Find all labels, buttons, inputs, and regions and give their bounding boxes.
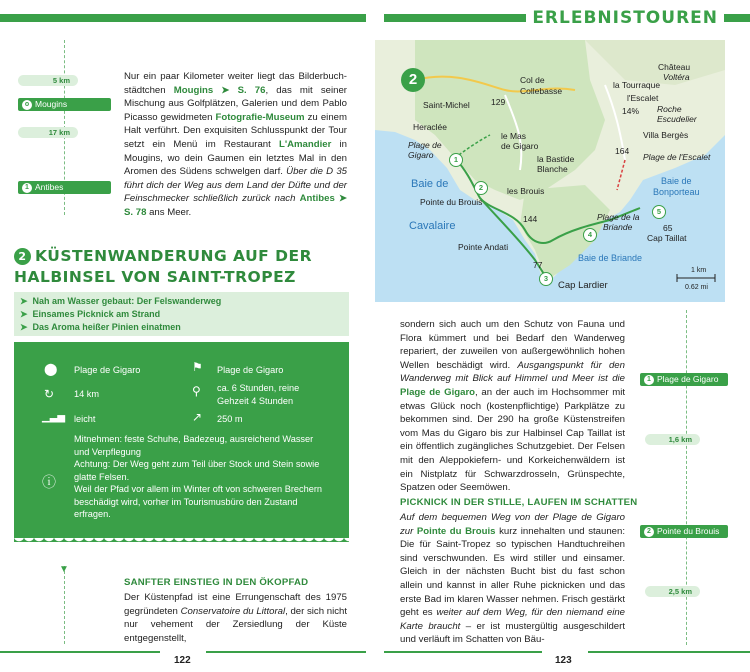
map-waypoint-marker: 2: [474, 181, 488, 195]
footer-line-right-2: [588, 651, 750, 653]
link-restaurant[interactable]: L'Amandier: [278, 138, 332, 150]
place-badge-antibes: [18, 181, 111, 194]
map-label: 144: [523, 214, 538, 224]
info-icon: ⓘ: [42, 474, 56, 490]
map-label: Baie de: [411, 178, 449, 190]
subsection-paragraph: Der Küstenpfad ist eine Errungenschaft des 1975 gegründeten Conservatoire du Littoral, der sich nicht nur vehement der Zersiedlung der Küste entgegenstellt,: [124, 592, 348, 644]
elevation-value: 250 m: [217, 414, 243, 424]
map-label: Roche: [657, 104, 682, 114]
arrow-icon: ➤: [20, 322, 28, 332]
scale-label: 0.62 mi: [685, 284, 708, 291]
place-badge-pointe-du-brouis: [640, 525, 728, 538]
end-value: Plage de Gigaro: [217, 365, 284, 375]
waypoint-icon: 1: [22, 183, 32, 193]
link-mougins[interactable]: Mougins ➤ S. 76: [173, 84, 266, 96]
highlights-box: [14, 292, 349, 336]
info-notes: [74, 433, 329, 521]
torn-edge: [14, 538, 349, 546]
map-label: de Gigaro: [501, 141, 539, 151]
map-big-marker: 2: [401, 68, 425, 92]
map-label: Bonporteau: [653, 187, 700, 197]
map-label: Pointe du Brouis: [420, 197, 483, 207]
map-waypoint-marker: 4: [583, 228, 597, 242]
difficulty-value: leicht: [74, 414, 96, 424]
place-label: Antibes: [35, 182, 64, 192]
section-header-title: ERLEBNISTOUREN: [526, 8, 724, 28]
map-label: Gigaro: [408, 150, 434, 160]
elevation-arrow-icon: ↗: [192, 410, 203, 424]
map-label: 77: [533, 260, 543, 270]
waypoint-icon: o: [22, 100, 32, 110]
map-label: le Mas: [501, 131, 527, 141]
link-museum[interactable]: Fotografie-Museum: [215, 111, 305, 123]
map-waypoint-marker: 3: [539, 272, 553, 286]
map-label: 164: [615, 146, 630, 156]
map-label: Plage de la: [597, 212, 640, 222]
map-label: 14%: [622, 106, 640, 116]
highlight-item: ➤ Einsames Picknick am Strand: [20, 309, 161, 319]
place-label: Plage de Gigaro: [657, 374, 719, 384]
place-badge-plage-de-gigaro: [640, 373, 728, 386]
map-label: Château: [658, 62, 691, 72]
scale-label: 1 km: [691, 267, 707, 274]
page-number-right: 123: [555, 655, 572, 666]
loop-icon: ↻: [44, 387, 55, 401]
map-label: Cap Taillat: [647, 233, 687, 243]
map-label: Cavalaire: [409, 220, 456, 232]
start-value: Plage de Gigaro: [74, 365, 141, 375]
route-arrow-icon: ▼: [59, 564, 69, 575]
waypoint-icon: 2: [644, 527, 654, 537]
map-label: Heraclée: [413, 122, 448, 132]
waypoint-icon: 1: [644, 375, 654, 385]
top-bar-left: [0, 14, 366, 22]
map-label: Baie de Briande: [578, 253, 643, 263]
right-paragraph-1: sondern sich auch um den Schutz von Fauna und Flora kümmert und bei Bedarf den Wanderweg repariert, der zuweilen von außergewöhnlich hohen Wellen beschädigt wird. Ausgangspunkt für den Wanderweg mit Blick auf Himmel und Meer ist die Plage de Gigaro, an der auch im Hochsommer mit etwas Glück noch (kostenpflichtige) Parkplätze zu bekommen sind. Der 290 ha große Küstenstreifen vom Mas du Gigaro bis zur Halbinsel Cap Taillat ist ein öffentlich zugängliches Schutzgebiet. Der Felsen mit den Aleppokiefern- und Korkeichenwäldern ist ein Nistplatz für Schwarzdrosseln, Grünspechte, Spatzen oder Seemöwen.: [400, 319, 625, 494]
map-label: Villa Bergès: [643, 130, 689, 140]
section-title: 2 KÜSTENWANDERUNG AUF DER HALBINSEL VON SAINT-TROPEZ: [14, 247, 313, 286]
route-map: [375, 40, 725, 302]
map-label: la Bastide: [537, 154, 575, 164]
map-label: Blanche: [537, 164, 568, 174]
map-label: Escudelier: [657, 114, 697, 124]
hiker-icon: ⚲: [192, 384, 201, 398]
link-plage-de-gigaro[interactable]: Plage de Gigaro: [400, 386, 476, 398]
map-label: la Tourraque: [613, 80, 661, 90]
difficulty-icon: ▁▃▅: [42, 412, 66, 423]
distance-badge: 2,5 km: [645, 586, 700, 597]
map-label: Col de: [520, 75, 545, 85]
arrow-icon: ➤: [20, 296, 28, 306]
right-paragraph-2: Auf dem bequemen Weg von der Plage de Gigaro zur Pointe du Brouis kurz innehalten und staunen: Die für Saint-Tropez so typischen Handtuchreihen sind verschwunden. Es wird stiller und einsamer. Gleich in der nächsten Bucht bist du fast schon allein und kannst in aller Ruhe picknicken und das erste Bad im klaren Wasser nehmen. Frisch gestärkt geht es weiter auf dem Weg, für den niemand eine Karte braucht – er ist mustergültig ausgeschildert und verläuft im Schatten von Bäu-: [400, 512, 625, 646]
distance-badge: 1,6 km: [645, 434, 700, 445]
location-pin-icon: ⬤: [44, 362, 58, 376]
map-label: Voltéra: [663, 72, 690, 82]
duration-value: ca. 6 Stunden, reine Gehzeit 4 Stunden: [217, 383, 300, 406]
highlight-item: ➤ Das Aroma heißer Pinien einatmen: [20, 322, 181, 332]
subsection-title-2: PICKNICK IN DER STILLE, LAUFEN IM SCHATTEN: [400, 497, 638, 508]
map-label: Pointe Andati: [458, 242, 509, 252]
note-item: Weil der Pfad vor allem im Winter oft von schweren Brechern beschädigt wird, vorher im Tourismusbüro den Zustand erfragen.: [74, 484, 322, 519]
page-number-left: 122: [174, 655, 191, 666]
map-label: 65: [663, 223, 673, 233]
link-antibes[interactable]: Antibes ➤ S. 78: [124, 193, 348, 218]
footer-line-left-2: [206, 651, 366, 653]
map-label: Cap Lardier: [558, 280, 608, 291]
footer-line-left: [0, 651, 160, 653]
note-item: Achtung: Der Weg geht zum Teil über Stock und Stein sowie glatte Felsen.: [74, 459, 320, 482]
place-label: Pointe du Brouis: [657, 526, 720, 536]
map-label: Briande: [603, 222, 633, 232]
map-label: Saint-Michel: [423, 100, 470, 110]
map-label: Plage de l'Escalet: [643, 152, 711, 162]
highlight-item: ➤ Nah am Wasser gebaut: Der Felswanderweg: [20, 296, 222, 306]
subsection-title: SANFTER EINSTIEG IN DEN ÖKOPFAD: [124, 577, 309, 588]
map-label: 129: [491, 97, 506, 107]
map-label: l'Escalet: [627, 93, 659, 103]
map-label: Plage de: [408, 140, 442, 150]
link-pointe-du-brouis[interactable]: Pointe du Brouis: [416, 525, 496, 537]
distance-badge: 5 km: [18, 75, 78, 86]
map-label: Collebasse: [520, 86, 563, 96]
intro-paragraph: Nur ein paar Kilometer weiter liegt das Bilderbuch-städtchen Mougins ➤ S. 76, das mit seiner Mischung aus Golfplätzen, Galerien und dem Pablo Picasso gewidmeten Fotografie-Museum zu einem Halt verführt. Den exquisiten Schlusspunkt der Tour setzt ein Menü im Restaurant L'Amandier in Mougins, wo dein Gaumen ein letztes Mal in den Aromen des Südens schwelgen darf. Über die D 35 führt dich der Weg aus dem Land der Düfte und der Feinschmecker schließlich zurück nach Antibes ➤ S. 78 ans Meer.: [124, 71, 348, 218]
footer-line-right: [384, 651, 542, 653]
flag-hiker-icon: ⚑: [192, 360, 203, 374]
distance-value: 14 km: [74, 389, 100, 399]
place-label: Mougins: [35, 99, 68, 109]
distance-badge: 17 km: [18, 127, 78, 138]
place-badge-mougins: [18, 98, 111, 111]
map-waypoint-marker: 5: [652, 205, 666, 219]
arrow-icon: ➤: [20, 309, 28, 319]
tour-info-box: [14, 342, 349, 542]
map-label: les Brouis: [507, 186, 545, 196]
map-waypoint-marker: 1: [449, 153, 463, 167]
map-label: Baie de: [661, 176, 692, 186]
route-line-left-bottom: [64, 566, 65, 644]
section-number-badge: 2: [14, 248, 31, 265]
note-item: Mitnehmen: feste Schuhe, Badezeug, ausreichend Wasser und Verpflegung: [74, 434, 314, 457]
